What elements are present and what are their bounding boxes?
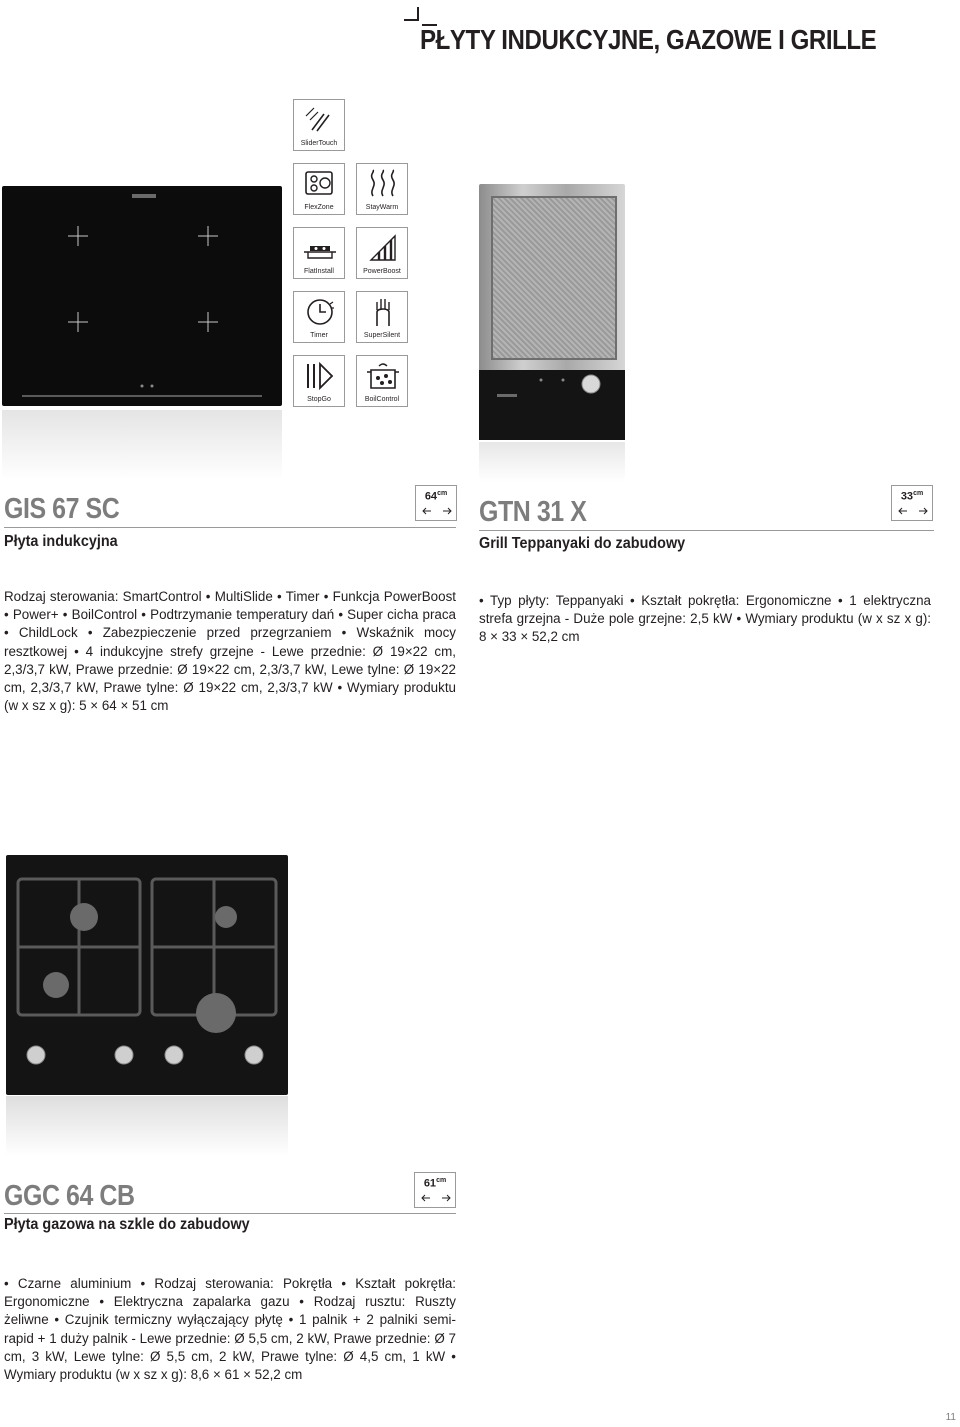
brand-mark-icon [402,6,438,26]
flat-install-icon [302,232,338,264]
page-number: 11 [945,1412,956,1423]
slider-touch-icon [302,104,338,136]
teppanyaki-plate [491,196,617,360]
divider [479,530,934,531]
divider [4,527,456,528]
model-name-gtn: GTN 31 X [479,496,587,528]
stay-warm-icon [365,168,401,200]
feature-stop-go: StopGo [293,355,345,407]
super-silent-icon [365,296,401,328]
teppanyaki-reflection [479,442,625,482]
feature-super-silent: SuperSilent [356,291,408,343]
feature-stay-warm: StayWarm [356,163,408,215]
width-arrows-icon [422,506,452,516]
feature-power-boost: PowerBoost [356,227,408,279]
boil-control-icon [365,360,401,392]
hob-reflection [2,410,282,480]
feature-timer: Timer [293,291,345,343]
stop-go-icon [302,360,338,392]
width-badge-ggc: $61^{cm}$ [414,1172,456,1208]
feature-slider-touch: SliderTouch [293,99,345,151]
width-badge-gtn: $33^{cm}$ [891,485,933,521]
width-arrows-icon [421,1193,451,1203]
divider [4,1213,456,1214]
width-badge-gis: $64^{cm}$ [415,485,457,521]
model-subtitle-gis: Płyta indukcyjna [4,533,118,550]
feature-flex-zone: FlexZone [293,163,345,215]
feature-flat-install: FlatInstall [293,227,345,279]
page-title: PŁYTY INDUKCYJNE, GAZOWE I GRILLE [420,24,877,55]
description-gis: Rodzaj sterowania: SmartControl • MultiSlide • Timer • Funkcja PowerBoost • Power+ • BoilControl • Podtrzymanie temperatury dań • Super cicha praca • ChildLock • Zabezpieczenie przed przegrzaniem • Wskaźnik mocy resztkowej • 4 indukcyjne strefy grzejne - Lewe przednie: Ø 19×22 cm, 2,3/3,7 kW, Prawe przednie: Ø 19×22 cm, 2,3/3,7 kW, Lewe tylne: Ø 19×22 cm, 2,3/3,7 kW, Prawe tylne: Ø 19×22 cm, 2,3/3,7 kW • Wymiary produktu (w x sz x g): 5 × 64 × 51 cm [4,589,456,714]
model-subtitle-gtn: Grill Teppanyaki do zabudowy [479,535,686,552]
description-gtn: • Typ płyty: Teppanyaki • Kształt pokrętła: Ergonomiczne • 1 elektryczna strefa grzejna - Duże pole grzejne: 2,5 kW • Wymiary produktu (w x sz x g): 8 × 33 × 52,2 cm [479,593,931,645]
feature-boil-control: BoilControl [356,355,408,407]
induction-hob-image [2,186,282,406]
description-ggc: • Czarne aluminium • Rodzaj sterowania: Pokrętła • Kształt pokrętła: Ergonomiczne • Elektryczna zapalarka gazu • Rodzaj rusztu: Ruszty żeliwne • Czujnik termiczny wyłączający płytę • 1 palnik + 2 palniki semi-rapid + 1 duży palnik - Lewe przednie: Ø 5,5 cm, 2 kW, Prawe przednie: Ø 7 cm, 3 kW, Lewe tylne: Ø 5,5 cm, 2 kW, Prawe tylne: Ø 4,5 cm, 1 kW • Wymiary produktu (w x sz x g): 8,6 × 61 × 52,2 cm [4,1276,456,1383]
gas-hob-reflection [6,1096,288,1156]
model-name-ggc: GGC 64 CB [4,1180,135,1212]
width-arrows-icon [898,506,928,516]
timer-icon [302,296,338,328]
power-boost-icon [365,232,401,264]
gas-hob-image [6,855,288,1095]
model-subtitle-ggc: Płyta gazowa na szkle do zabudowy [4,1216,250,1233]
model-name-gis: GIS 67 SC [4,493,120,525]
teppanyaki-control-panel [479,370,625,440]
flex-zone-icon [302,168,338,200]
